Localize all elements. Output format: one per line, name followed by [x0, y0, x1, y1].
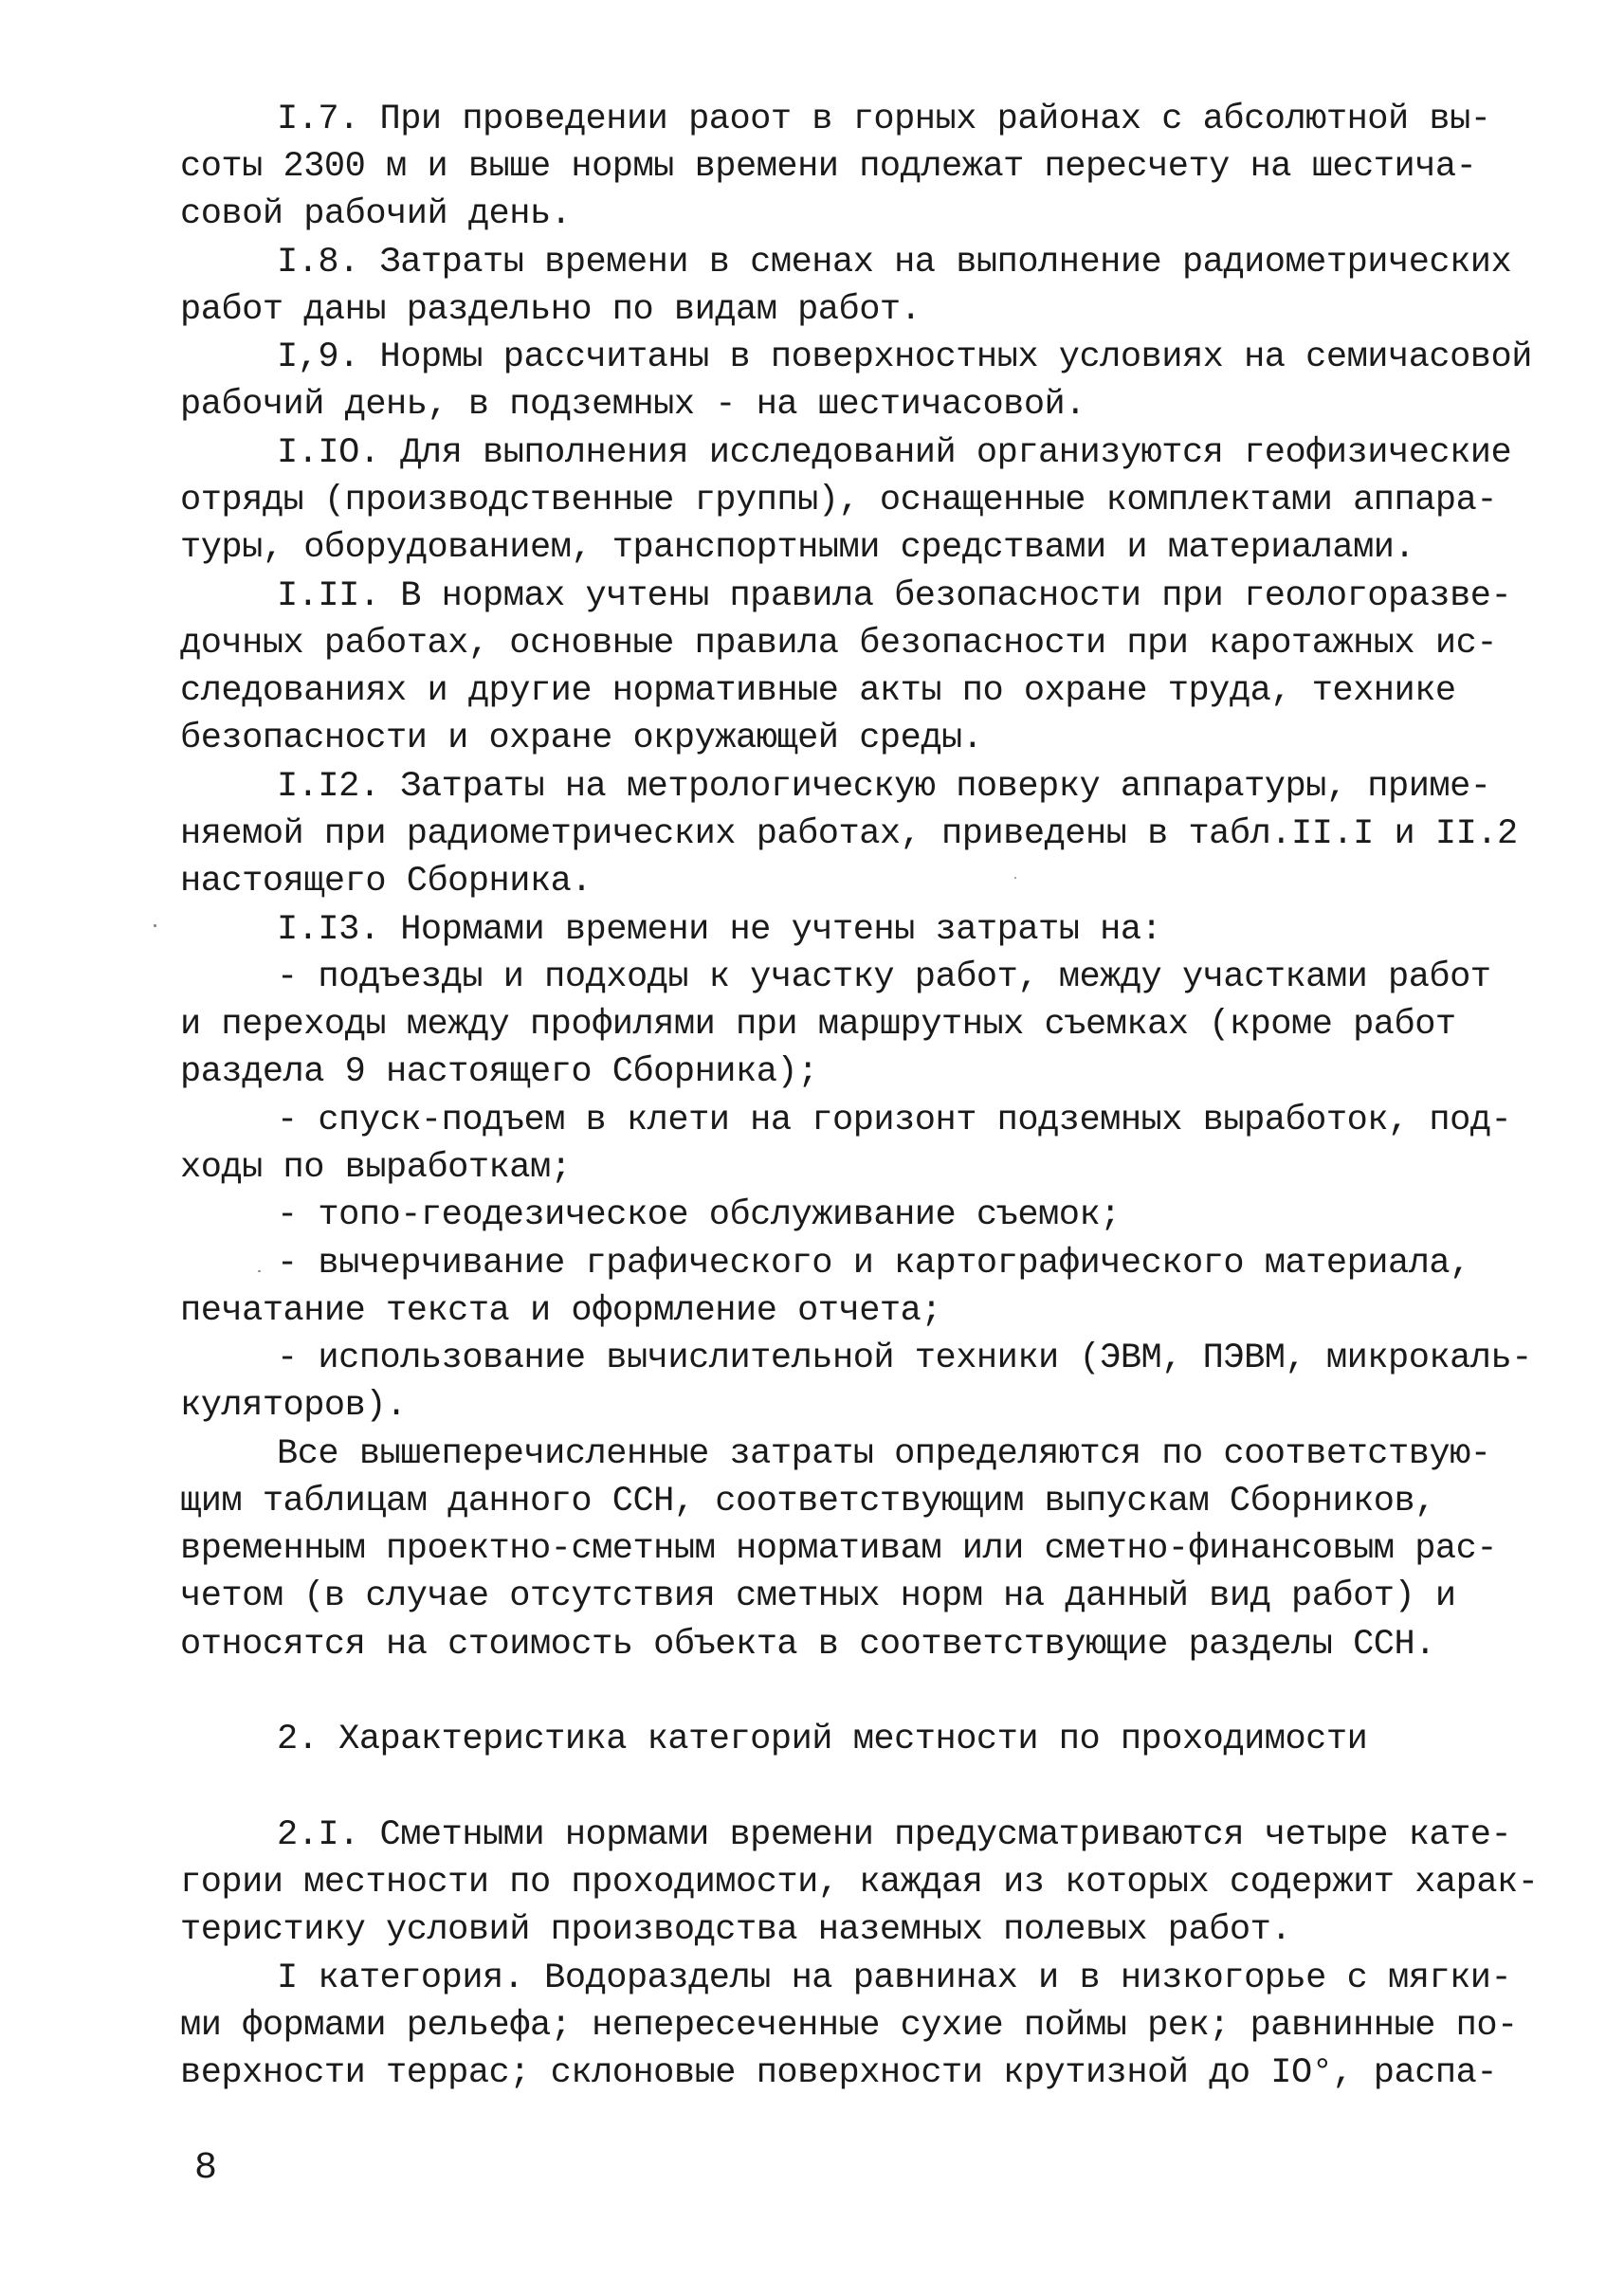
- list-item-line: - подъезды и подходы к участку работ, между участками работ: [277, 957, 1491, 997]
- text-line-1-12-start: I.I2. Затраты на метрологическую поверку аппаратуры, приме-: [277, 767, 1491, 807]
- scan-speck: [1014, 877, 1016, 879]
- text-line: четом (в случае отсутствия сметных норм на данный вид работ) и: [180, 1576, 1456, 1616]
- text-line-1-11-start: I.II. В нормах учтены правила безопасности при геологоразве-: [277, 576, 1512, 616]
- text-line: туры, оборудованием, транспортными средствами и материалами.: [180, 528, 1415, 568]
- text-line-summary-start: Все вышеперечисленные затраты определяются по соответствую-: [277, 1434, 1491, 1474]
- text-line: дочных работах, основные правила безопасности при каротажных ис-: [180, 624, 1498, 664]
- text-line: няемой при радиометрических работах, приведены в табл.II.I и II.2: [180, 814, 1518, 854]
- list-item-line: - спуск-подъем в клети на горизонт подземных выработок, под-: [277, 1101, 1512, 1140]
- text-line: печатание текста и оформление отчета;: [180, 1291, 942, 1331]
- text-line: относятся на стоимость объекта в соответствующие разделы ССН.: [180, 1625, 1435, 1665]
- scan-speck: [258, 1270, 261, 1272]
- text-line: куляторов).: [180, 1386, 407, 1426]
- text-line-1-8-start: I.8. Затраты времени в сменах на выполнение радиометрических: [277, 243, 1512, 282]
- text-line: соты 2300 м и выше нормы времени подлежат пересчету на шестича-: [180, 147, 1477, 187]
- text-line: совой рабочий день.: [180, 194, 572, 234]
- list-item-line: - топо-геодезическое обслуживание съемок;: [277, 1195, 1121, 1235]
- text-line: настоящего Сборника.: [180, 862, 593, 902]
- text-line-1-9-start: I,9. Нормы рассчитаны в поверхностных условиях на семичасовой: [277, 337, 1532, 377]
- text-line: временным проектно-сметным нормативам или сметно-финансовым рас-: [180, 1529, 1498, 1569]
- text-line: теристику условий производства наземных полевых работ.: [180, 1910, 1291, 1950]
- text-line: следованиях и другие нормативные акты по охране труда, технике: [180, 671, 1456, 711]
- text-line-1-7-start: I.7. При проведении раоот в горных районах с абсолютной вы-: [277, 100, 1491, 139]
- text-line: и переходы между профилями при маршрутных съемках (кроме работ: [180, 1005, 1456, 1045]
- text-line-category-start: I категория. Водоразделы на равнинах и в низкогорье с мягки-: [277, 1958, 1512, 1998]
- text-line-1-10-start: I.IO. Для выполнения исследований организуются геофизические: [277, 433, 1512, 473]
- page-number: 8: [194, 2147, 218, 2190]
- text-line: верхности террас; склоновые поверхности крутизной до IO°, распа-: [180, 2053, 1498, 2093]
- list-item-line: - использование вычислительной техники (ЭВМ, ПЭВМ, микрокаль-: [277, 1339, 1532, 1378]
- text-line: гории местности по проходимости, каждая из которых содержит харак-: [180, 1863, 1539, 1903]
- section-heading: 2. Характеристика категорий местности по проходимости: [277, 1720, 1368, 1759]
- text-line: раздела 9 настоящего Сборника);: [180, 1052, 818, 1092]
- text-line: ходы по выработкам;: [180, 1148, 572, 1188]
- text-line: щим таблицам данного ССН, соответствующим выпускам Сборников,: [180, 1482, 1435, 1521]
- text-line: рабочий день, в подземных - на шестичасовой.: [180, 385, 1086, 425]
- text-line: отряды (производственные группы), оснащенные комплектами аппара-: [180, 481, 1498, 520]
- text-line: работ даны раздельно по видам работ.: [180, 290, 921, 330]
- text-line-1-13-start: I.I3. Нормами времени не учтены затраты на:: [277, 910, 1162, 950]
- text-line: ми формами рельефа; непересеченные сухие поймы рек; равнинные по-: [180, 2006, 1518, 2046]
- list-item-line: - вычерчивание графического и картографического материала,: [277, 1244, 1470, 1284]
- text-line-2-1-start: 2.I. Сметными нормами времени предусматриваются четыре кате-: [277, 1815, 1512, 1855]
- text-line: безопасности и охране окружающей среды.: [180, 719, 983, 758]
- scan-speck: [154, 924, 156, 927]
